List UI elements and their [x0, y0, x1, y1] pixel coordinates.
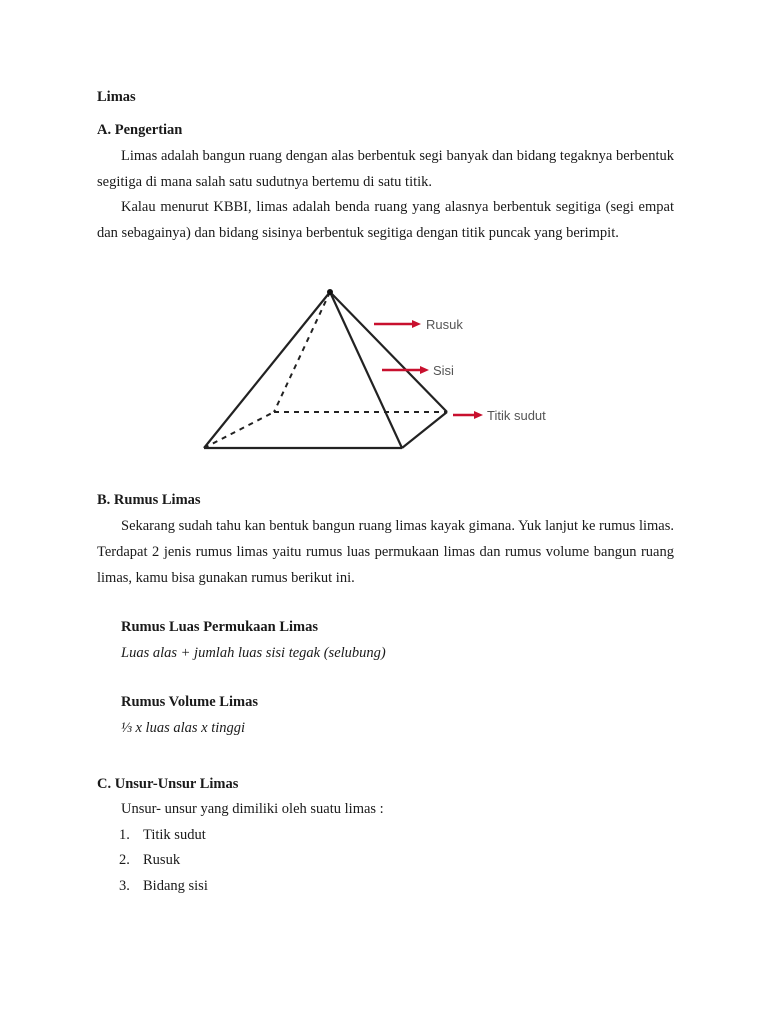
- list-item-label: Rusuk: [143, 852, 181, 868]
- arrow-titik-sudut: [453, 411, 483, 419]
- list-item-number: 3.: [119, 878, 130, 894]
- list-item-label: Titik sudut: [143, 827, 206, 843]
- document-title: Limas: [97, 89, 136, 105]
- pyramid-diagram: [190, 282, 570, 454]
- section-c-intro: Unsur- unsur yang dimiliki oleh suatu limas :: [121, 801, 384, 817]
- formula-2-title: Rumus Volume Limas: [121, 694, 258, 710]
- arrow-sisi: [382, 366, 429, 374]
- formula-1-text: Luas alas + jumlah luas sisi tegak (selubung): [121, 645, 386, 661]
- list-item-label: Bidang sisi: [143, 878, 208, 894]
- arrow-rusuk: [374, 320, 421, 328]
- formula-1-title: Rumus Luas Permukaan Limas: [121, 619, 318, 635]
- base-edge-right: [402, 412, 447, 448]
- list-item-number: 1.: [119, 827, 130, 843]
- pyramid-edge-left: [204, 292, 330, 448]
- pyramid-edge-right: [330, 292, 447, 412]
- label-titik-sudut: Titik sudut: [487, 408, 546, 423]
- list-item-number: 2.: [119, 852, 130, 868]
- list-item: [0, 847, 400, 873]
- base-edge-hidden-left: [204, 412, 274, 448]
- list-item: [0, 873, 400, 899]
- formula-2-text: ⅓ x luas alas x tinggi: [121, 720, 246, 736]
- section-a-paragraph-1: Limas adalah bangun ruang dengan alas berbentuk segi banyak dan bidang tegaknya berbentuk segitiga di mana salah satu sudutnya bertemu di satu titik.: [97, 148, 674, 190]
- section-b-paragraph: Sekarang sudah tahu kan bentuk bangun ruang limas kayak gimana. Yuk lanjut ke rumus limas. Terdapat 2 jenis rumus limas yaitu rumus luas permukaan limas dan rumus volume bangun ruang limas, kamu bisa gunakan rumus berikut ini.: [97, 518, 674, 586]
- section-a-paragraph-2: Kalau menurut KBBI, limas adalah benda ruang yang alasnya berbentuk segitiga (segi empat dan sebagainya) dan bidang sisinya berbentuk segitiga dengan titik puncak yang berimpit.: [97, 199, 674, 241]
- apex-vertex: [327, 289, 333, 295]
- list-item: [0, 822, 400, 848]
- label-sisi: Sisi: [433, 363, 454, 378]
- section-b-heading: B. Rumus Limas: [97, 492, 201, 508]
- section-c-heading: C. Unsur-Unsur Limas: [97, 776, 239, 792]
- label-rusuk: Rusuk: [426, 317, 463, 332]
- section-a-heading: A. Pengertian: [97, 122, 183, 138]
